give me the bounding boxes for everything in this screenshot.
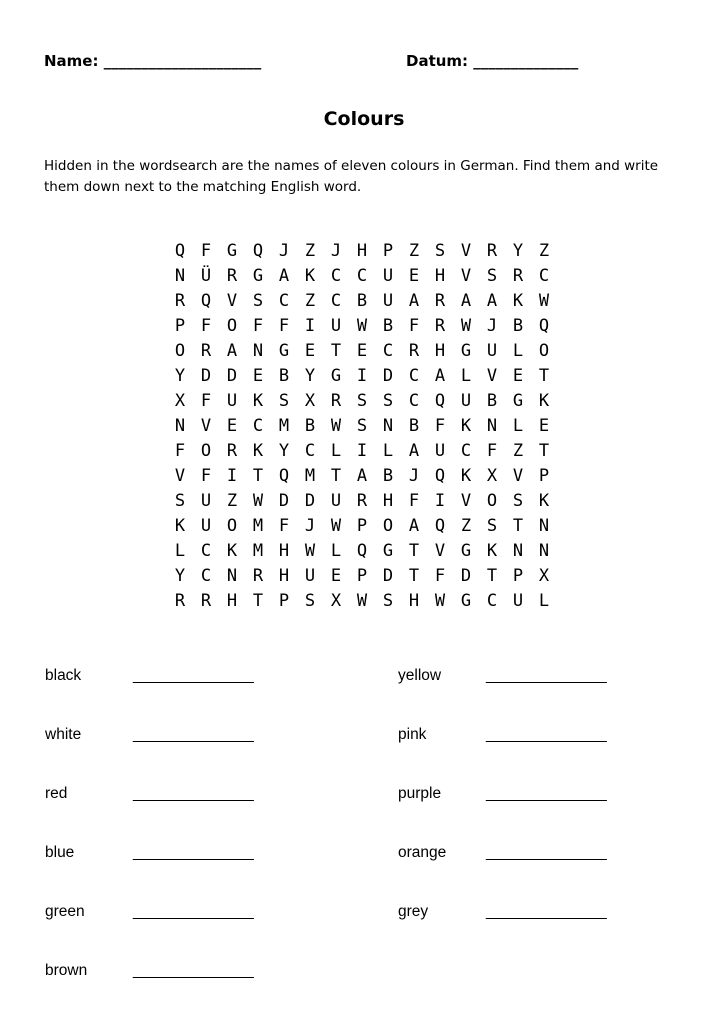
grid-letter: C — [330, 291, 342, 311]
grid-letter: V — [200, 416, 212, 436]
grid-letter: V — [460, 491, 472, 511]
grid-letter: L — [538, 591, 550, 611]
vocab-item — [398, 726, 607, 744]
grid-letter: H — [278, 541, 290, 561]
vocab-english-word: pink — [398, 726, 427, 743]
grid-letter: B — [512, 316, 524, 336]
grid-letter: R — [434, 291, 446, 311]
grid-letter: J — [278, 241, 290, 261]
grid-letter: K — [460, 466, 472, 486]
grid-letter: B — [408, 416, 420, 436]
grid-letter: K — [538, 391, 550, 411]
grid-letter: C — [460, 441, 472, 461]
vocab-english-word: orange — [398, 844, 447, 861]
vocab-english-word: blue — [45, 844, 75, 861]
grid-row — [167, 589, 557, 614]
grid-letter: Y — [278, 441, 290, 461]
grid-letter: I — [356, 441, 368, 461]
grid-letter: I — [434, 491, 446, 511]
grid-row — [167, 339, 557, 364]
grid-letter: L — [330, 541, 342, 561]
grid-letter: F — [486, 441, 498, 461]
grid-letter: N — [174, 416, 186, 436]
grid-letter: I — [226, 466, 238, 486]
grid-row — [167, 414, 557, 439]
answer-blank[interactable]: ______________ — [133, 785, 254, 802]
grid-letter: C — [486, 591, 498, 611]
grid-letter: Q — [252, 241, 264, 261]
grid-letter: Q — [434, 516, 446, 536]
grid-letter: E — [538, 416, 550, 436]
grid-letter: B — [382, 466, 394, 486]
grid-letter: F — [434, 416, 446, 436]
grid-letter: F — [200, 391, 212, 411]
grid-letter: X — [174, 391, 186, 411]
grid-letter: A — [278, 266, 290, 286]
grid-letter: C — [382, 341, 394, 361]
grid-letter: U — [382, 291, 394, 311]
grid-letter: S — [356, 416, 368, 436]
grid-letter: X — [486, 466, 498, 486]
grid-letter: Q — [200, 291, 212, 311]
grid-letter: A — [460, 291, 472, 311]
grid-letter: Q — [434, 466, 446, 486]
grid-letter: G — [512, 391, 524, 411]
grid-letter: Z — [538, 241, 550, 261]
vocab-item — [45, 962, 254, 980]
grid-letter: T — [408, 541, 420, 561]
grid-letter: Q — [538, 316, 550, 336]
grid-letter: V — [226, 291, 238, 311]
grid-letter: E — [252, 366, 264, 386]
grid-letter: Q — [356, 541, 368, 561]
grid-letter: P — [174, 316, 186, 336]
answer-blank[interactable]: ______________ — [133, 667, 254, 684]
answer-blank[interactable]: ______________ — [486, 844, 607, 861]
grid-letter: U — [486, 341, 498, 361]
grid-letter: K — [304, 266, 316, 286]
grid-letter: K — [486, 541, 498, 561]
grid-letter: Z — [304, 291, 316, 311]
grid-letter: L — [174, 541, 186, 561]
grid-letter: G — [330, 366, 342, 386]
vocab-english-word: black — [45, 667, 82, 684]
grid-letter: R — [200, 341, 212, 361]
grid-letter: F — [200, 316, 212, 336]
grid-letter: Q — [278, 466, 290, 486]
grid-letter: E — [330, 566, 342, 586]
grid-letter: F — [408, 491, 420, 511]
grid-letter: Z — [226, 491, 238, 511]
grid-letter: Z — [304, 241, 316, 261]
grid-letter: S — [512, 491, 524, 511]
grid-letter: N — [512, 541, 524, 561]
answer-blank[interactable]: ______________ — [486, 903, 607, 920]
grid-letter: U — [200, 516, 212, 536]
grid-letter: T — [330, 341, 342, 361]
grid-letter: P — [278, 591, 290, 611]
grid-letter: Y — [512, 241, 524, 261]
grid-letter: P — [538, 466, 550, 486]
grid-letter: M — [278, 416, 290, 436]
grid-letter: N — [538, 516, 550, 536]
grid-letter: K — [174, 516, 186, 536]
grid-letter: J — [330, 241, 342, 261]
grid-letter: Z — [512, 441, 524, 461]
grid-letter: U — [434, 441, 446, 461]
grid-letter: P — [512, 566, 524, 586]
grid-letter: R — [356, 491, 368, 511]
grid-letter: E — [512, 366, 524, 386]
name-field[interactable]: Name: _____________________ — [44, 52, 262, 70]
wordsearch-grid — [167, 239, 557, 614]
grid-letter: U — [226, 391, 238, 411]
grid-letter: T — [252, 591, 264, 611]
grid-letter: B — [486, 391, 498, 411]
grid-letter: O — [226, 516, 238, 536]
vocab-item — [398, 903, 607, 921]
grid-letter: D — [382, 566, 394, 586]
grid-letter: F — [408, 316, 420, 336]
grid-letter: C — [200, 566, 212, 586]
grid-letter: T — [538, 366, 550, 386]
grid-row — [167, 239, 557, 264]
vocab-english-word: green — [45, 903, 85, 920]
grid-letter: N — [486, 416, 498, 436]
grid-letter: L — [512, 416, 524, 436]
grid-letter: C — [252, 416, 264, 436]
grid-letter: V — [512, 466, 524, 486]
grid-letter: V — [460, 241, 472, 261]
grid-letter: T — [252, 466, 264, 486]
grid-letter: C — [278, 291, 290, 311]
grid-row — [167, 489, 557, 514]
grid-letter: R — [174, 591, 186, 611]
grid-letter: G — [226, 241, 238, 261]
grid-letter: O — [486, 491, 498, 511]
grid-letter: R — [252, 566, 264, 586]
grid-letter: A — [434, 366, 446, 386]
grid-letter: K — [226, 541, 238, 561]
grid-letter: E — [356, 341, 368, 361]
vocab-item — [45, 844, 254, 862]
grid-letter: S — [486, 266, 498, 286]
grid-letter: L — [382, 441, 394, 461]
vocab-item — [398, 667, 607, 685]
grid-letter: H — [382, 491, 394, 511]
grid-letter: Y — [174, 566, 186, 586]
grid-letter: R — [512, 266, 524, 286]
grid-letter: M — [252, 541, 264, 561]
grid-letter: S — [382, 391, 394, 411]
grid-letter: A — [408, 516, 420, 536]
grid-letter: X — [330, 591, 342, 611]
grid-letter: K — [512, 291, 524, 311]
grid-letter: G — [382, 541, 394, 561]
grid-letter: O — [174, 341, 186, 361]
grid-letter: G — [460, 541, 472, 561]
grid-row — [167, 389, 557, 414]
grid-letter: J — [304, 516, 316, 536]
answer-blank[interactable]: ______________ — [133, 903, 254, 920]
grid-letter: W — [330, 516, 342, 536]
grid-letter: M — [304, 466, 316, 486]
grid-letter: F — [174, 441, 186, 461]
vocab-item — [398, 844, 607, 862]
grid-letter: U — [200, 491, 212, 511]
grid-letter: R — [486, 241, 498, 261]
grid-letter: S — [174, 491, 186, 511]
grid-letter: W — [356, 316, 368, 336]
grid-letter: T — [408, 566, 420, 586]
grid-letter: A — [226, 341, 238, 361]
grid-letter: G — [278, 341, 290, 361]
grid-letter: R — [330, 391, 342, 411]
grid-letter: N — [226, 566, 238, 586]
grid-letter: C — [304, 441, 316, 461]
grid-letter: S — [356, 391, 368, 411]
grid-letter: S — [252, 291, 264, 311]
grid-letter: O — [200, 441, 212, 461]
grid-letter: H — [434, 266, 446, 286]
answer-blank[interactable]: ______________ — [133, 962, 254, 979]
grid-letter: S — [278, 391, 290, 411]
grid-letter: D — [200, 366, 212, 386]
grid-letter: Ü — [200, 266, 212, 286]
grid-letter: E — [408, 266, 420, 286]
grid-row — [167, 289, 557, 314]
grid-letter: N — [174, 266, 186, 286]
grid-letter: D — [460, 566, 472, 586]
grid-letter: W — [538, 291, 550, 311]
grid-letter: U — [512, 591, 524, 611]
grid-letter: F — [200, 241, 212, 261]
grid-letter: K — [538, 491, 550, 511]
grid-letter: F — [278, 316, 290, 336]
answer-blank[interactable]: ______________ — [133, 726, 254, 743]
grid-letter: K — [460, 416, 472, 436]
grid-letter: H — [434, 341, 446, 361]
grid-letter: G — [252, 266, 264, 286]
vocab-english-word: grey — [398, 903, 429, 920]
grid-letter: A — [356, 466, 368, 486]
answer-blank[interactable]: ______________ — [486, 726, 607, 743]
grid-letter: B — [356, 291, 368, 311]
grid-letter: S — [434, 241, 446, 261]
grid-letter: F — [278, 516, 290, 536]
grid-letter: S — [486, 516, 498, 536]
grid-letter: H — [226, 591, 238, 611]
grid-letter: Z — [460, 516, 472, 536]
grid-letter: Y — [174, 366, 186, 386]
datum-field[interactable]: Datum: ______________ — [406, 52, 579, 70]
vocab-english-word: purple — [398, 785, 442, 802]
grid-letter: Q — [174, 241, 186, 261]
grid-letter: O — [538, 341, 550, 361]
grid-letter: T — [330, 466, 342, 486]
grid-letter: T — [486, 566, 498, 586]
grid-letter: E — [304, 341, 316, 361]
grid-letter: R — [226, 441, 238, 461]
grid-letter: R — [408, 341, 420, 361]
grid-letter: R — [174, 291, 186, 311]
grid-letter: O — [382, 516, 394, 536]
grid-letter: S — [382, 591, 394, 611]
grid-letter: L — [512, 341, 524, 361]
grid-letter: U — [460, 391, 472, 411]
grid-letter: A — [486, 291, 498, 311]
grid-letter: P — [356, 516, 368, 536]
grid-letter: Y — [304, 366, 316, 386]
grid-letter: U — [330, 491, 342, 511]
grid-letter: L — [460, 366, 472, 386]
grid-letter: V — [460, 266, 472, 286]
grid-letter: W — [252, 491, 264, 511]
grid-row — [167, 539, 557, 564]
instructions-text: Hidden in the wordsearch are the names of eleven colours in German. Find them and write them down next to the matching English word. — [44, 158, 659, 195]
grid-letter: W — [304, 541, 316, 561]
grid-letter: Q — [434, 391, 446, 411]
grid-letter: F — [252, 316, 264, 336]
grid-row — [167, 264, 557, 289]
grid-letter: S — [304, 591, 316, 611]
grid-letter: K — [252, 441, 264, 461]
grid-letter: C — [330, 266, 342, 286]
vocab-english-word: white — [45, 726, 82, 743]
grid-letter: T — [512, 516, 524, 536]
grid-letter: M — [252, 516, 264, 536]
grid-letter: D — [382, 366, 394, 386]
grid-letter: O — [226, 316, 238, 336]
grid-letter: T — [538, 441, 550, 461]
vocab-english-word: red — [45, 785, 68, 802]
answer-blank[interactable]: ______________ — [133, 844, 254, 861]
answer-blank[interactable]: ______________ — [486, 667, 607, 684]
grid-letter: H — [356, 241, 368, 261]
grid-letter: C — [408, 366, 420, 386]
grid-letter: P — [356, 566, 368, 586]
page-title: Colours — [323, 108, 405, 130]
grid-letter: C — [200, 541, 212, 561]
grid-letter: W — [356, 591, 368, 611]
grid-letter: U — [382, 266, 394, 286]
grid-letter: D — [304, 491, 316, 511]
grid-row — [167, 439, 557, 464]
grid-letter: N — [382, 416, 394, 436]
grid-letter: R — [200, 591, 212, 611]
grid-letter: Z — [408, 241, 420, 261]
grid-letter: U — [330, 316, 342, 336]
grid-letter: B — [382, 316, 394, 336]
grid-letter: D — [226, 366, 238, 386]
grid-letter: V — [174, 466, 186, 486]
header-row — [44, 52, 684, 76]
grid-letter: V — [434, 541, 446, 561]
vocab-item — [45, 785, 254, 803]
grid-letter: E — [226, 416, 238, 436]
grid-letter: F — [434, 566, 446, 586]
grid-letter: I — [356, 366, 368, 386]
grid-letter: W — [460, 316, 472, 336]
vocab-english-word: brown — [45, 962, 88, 979]
grid-letter: K — [252, 391, 264, 411]
grid-letter: N — [538, 541, 550, 561]
grid-letter: J — [408, 466, 420, 486]
grid-letter: I — [304, 316, 316, 336]
grid-letter: W — [434, 591, 446, 611]
grid-letter: J — [486, 316, 498, 336]
grid-letter: P — [382, 241, 394, 261]
grid-letter: A — [408, 441, 420, 461]
grid-letter: D — [278, 491, 290, 511]
grid-letter: H — [278, 566, 290, 586]
vocab-english-word: yellow — [398, 667, 442, 684]
grid-letter: U — [304, 566, 316, 586]
answer-blank[interactable]: ______________ — [486, 785, 607, 802]
grid-letter: V — [486, 366, 498, 386]
grid-row — [167, 514, 557, 539]
vocab-item — [398, 785, 607, 803]
grid-row — [167, 364, 557, 389]
grid-letter: H — [408, 591, 420, 611]
grid-letter: C — [538, 266, 550, 286]
grid-letter: G — [460, 341, 472, 361]
grid-letter: G — [460, 591, 472, 611]
grid-letter: R — [226, 266, 238, 286]
grid-letter: C — [408, 391, 420, 411]
grid-letter: F — [200, 466, 212, 486]
grid-row — [167, 314, 557, 339]
grid-row — [167, 464, 557, 489]
vocab-item — [45, 903, 254, 921]
grid-letter: X — [538, 566, 550, 586]
vocab-item — [45, 667, 254, 685]
grid-letter: C — [356, 266, 368, 286]
grid-letter: N — [252, 341, 264, 361]
grid-letter: W — [330, 416, 342, 436]
grid-letter: R — [434, 316, 446, 336]
grid-letter: B — [278, 366, 290, 386]
grid-letter: X — [304, 391, 316, 411]
vocab-item — [45, 726, 254, 744]
grid-row — [167, 564, 557, 589]
grid-letter: L — [330, 441, 342, 461]
grid-letter: B — [304, 416, 316, 436]
grid-letter: A — [408, 291, 420, 311]
